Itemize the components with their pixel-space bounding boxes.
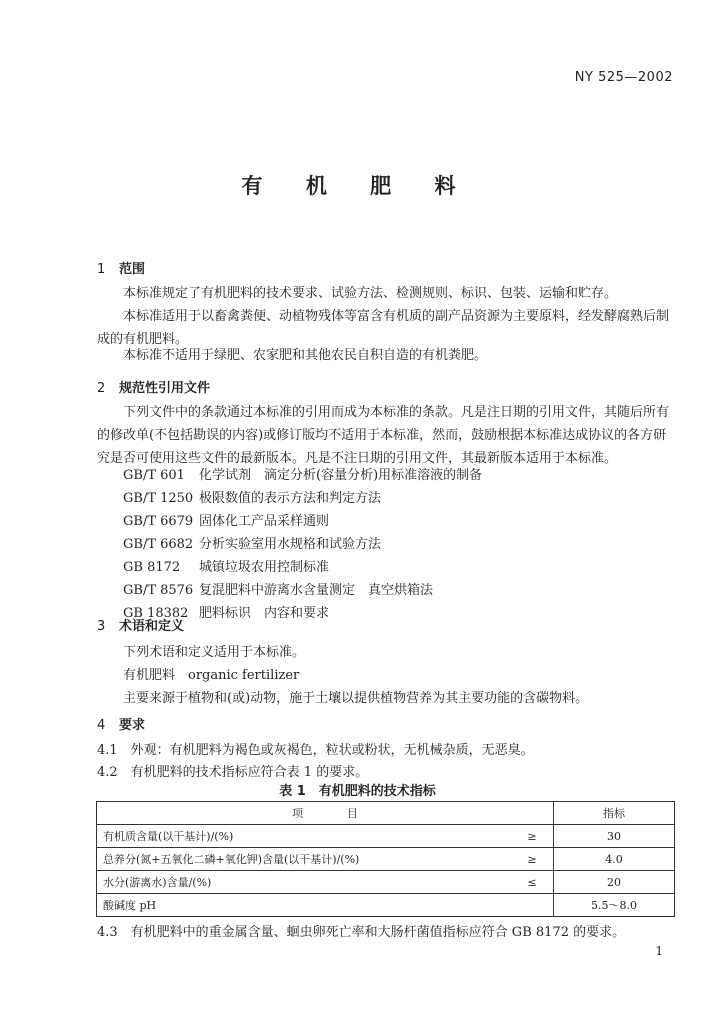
reference-code: GB/T 6682 xyxy=(123,537,194,552)
reference-code: GB 8172 xyxy=(123,560,181,575)
section-1-heading xyxy=(97,258,145,277)
page-number: 1 xyxy=(655,944,663,958)
clause-4-1: 4.1 外观：有机肥料为褐色或灰褐色，粒状或粉状，无机械杂质，无恶臭。 xyxy=(97,743,534,758)
clause-4-2: 4.2 有机肥料的技术指标应符合表 1 的要求。 xyxy=(97,765,369,780)
section-title: 要求 xyxy=(119,718,146,733)
reference-item xyxy=(123,510,329,529)
reference-item xyxy=(123,487,381,506)
reference-item xyxy=(123,464,482,483)
reference-code: GB/T 1250 xyxy=(123,491,194,506)
term-definition: 主要来源于植物和(或)动物，施于土壤以提供植物营养为其主要功能的含碳物料。 xyxy=(123,691,589,706)
reference-item xyxy=(123,533,381,552)
table-row xyxy=(97,894,675,917)
reference-code: GB/T 601 xyxy=(123,468,185,483)
reference-item xyxy=(123,579,433,598)
section-3-heading xyxy=(97,615,184,634)
row-comparator xyxy=(511,894,554,917)
row-value: 5.5～8.0 xyxy=(554,894,675,917)
section-title: 规范性引用文件 xyxy=(119,381,211,396)
reference-title: 极限数值的表示方法和判定方法 xyxy=(199,491,382,506)
term-heading: 有机肥料 organic fertilizer xyxy=(123,668,300,683)
section-title: 范围 xyxy=(119,262,146,277)
page-title: 有 机 肥 料 xyxy=(241,174,474,198)
section-4-heading xyxy=(97,714,145,733)
section-1-para-3: 本标准不适用于绿肥、农家肥和其他农民自积自造的有机粪肥。 xyxy=(123,348,488,363)
table-row xyxy=(97,871,675,894)
row-comparator: ≤ xyxy=(511,871,554,894)
row-value: 4.0 xyxy=(554,848,675,871)
section-2-para-1: 下列文件中的条款通过本标准的引用而成为本标准的条款。凡是注日期的引用文件，其随后所有的修改单(不包括勘误的内容)或修订版均不适用于本标准，然而，鼓励根据本标准达成协议的各方研究是否可使用这些文件的最新版本。凡是不注日期的引用文件，其最新版本适用于本标准。 xyxy=(97,405,670,466)
section-number: 1 xyxy=(97,262,106,277)
section-3-intro: 下列术语和定义适用于本标准。 xyxy=(123,645,306,660)
section-1-para-1: 本标准规定了有机肥料的技术要求、试验方法、检测规则、标识、包装、运输和贮存。 xyxy=(123,286,618,301)
section-2-heading xyxy=(97,377,210,396)
row-comparator: ≥ xyxy=(511,848,554,871)
clause-4-3: 4.3 有机肥料中的重金属含量、蛔虫卵死亡率和大肠杆菌值指标应符合 GB 8172 的要求。 xyxy=(97,925,626,940)
table-caption: 表 1 有机肥料的技术指标 xyxy=(279,784,436,799)
table-row xyxy=(97,848,675,871)
row-item: 有机质含量(以干基计)/(%) xyxy=(97,825,512,848)
section-number: 4 xyxy=(97,718,106,733)
section-number: 3 xyxy=(97,619,106,634)
row-item: 总养分(氮+五氧化二磷+氧化钾)含量(以干基计)/(%) xyxy=(97,848,512,871)
reference-code: GB 18382 xyxy=(123,606,189,621)
reference-title: 分析实验室用水规格和试验方法 xyxy=(199,537,382,552)
reference-title: 城镇垃圾农用控制标准 xyxy=(199,560,330,575)
section-1-para-2: 本标准适用于以畜禽粪便、动植物残体等富含有机质的副产品资源为主要原料，经发酵腐熟后制成的有机肥料。 xyxy=(97,309,670,347)
row-value: 20 xyxy=(554,871,675,894)
row-value: 30 xyxy=(554,825,675,848)
table-header-row xyxy=(97,802,675,825)
header-item: 项 目 xyxy=(97,802,554,825)
table-row xyxy=(97,825,675,848)
reference-title: 肥料标识 内容和要求 xyxy=(199,606,330,621)
reference-code: GB/T 8576 xyxy=(123,583,194,598)
reference-code: GB/T 6679 xyxy=(123,514,194,529)
standard-code: NY 525—2002 xyxy=(574,70,673,85)
section-title: 术语和定义 xyxy=(119,619,185,634)
header-value: 指标 xyxy=(554,802,675,825)
row-item: 水分(游离水)含量/(%) xyxy=(97,871,512,894)
section-number: 2 xyxy=(97,381,106,396)
row-item: 酸碱度 pH xyxy=(97,894,512,917)
spec-table xyxy=(96,801,675,917)
reference-title: 固体化工产品采样通则 xyxy=(199,514,330,529)
reference-title: 化学试剂 滴定分析(容量分析)用标准溶液的制备 xyxy=(199,468,483,483)
reference-item xyxy=(123,556,329,575)
row-comparator: ≥ xyxy=(511,825,554,848)
reference-title: 复混肥料中游离水含量测定 真空烘箱法 xyxy=(199,583,434,598)
